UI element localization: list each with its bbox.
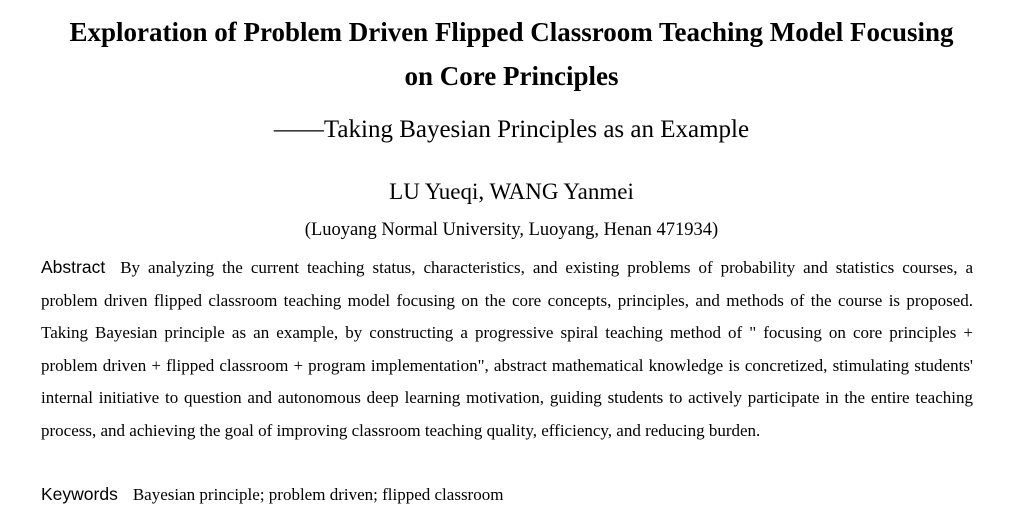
keywords-label: Keywords: [41, 484, 118, 504]
abstract-text: By analyzing the current teaching status, characteristics, and existing problems of probability and statistics courses, a problem driven flipped classroom teaching model focusing on the core concepts, principles, and methods of the course is proposed. Taking Bayesian principle as an example, by constructing a progressive spiral teaching method of " focusing on core principles + problem driven + flipped classroom + program implementation", abstract mathematical knowledge is concretized, stimulating students' internal initiative to question and autonomous deep learning motivation, guiding students to actively participate in the entire teaching process, and achieving the goal of improving classroom teaching quality, efficiency, and reducing burden.: [41, 258, 973, 440]
paper-title-line-2: on Core Principles: [404, 61, 619, 91]
keywords-section: [41, 479, 973, 510]
abstract-label: Abstract: [41, 257, 106, 277]
paper-title-line-1: Exploration of Problem Driven Flipped Classroom Teaching Model Focusing: [69, 17, 954, 47]
author-list: LU Yueqi, WANG Yanmei: [389, 179, 634, 204]
author-affiliation: (Luoyang Normal University, Luoyang, Henan 471934): [304, 220, 719, 240]
paper-subtitle: ——Taking Bayesian Principles as an Example: [273, 116, 750, 143]
abstract-section: [41, 251, 973, 447]
keywords-text: Bayesian principle; problem driven; flipped classroom: [132, 485, 504, 504]
